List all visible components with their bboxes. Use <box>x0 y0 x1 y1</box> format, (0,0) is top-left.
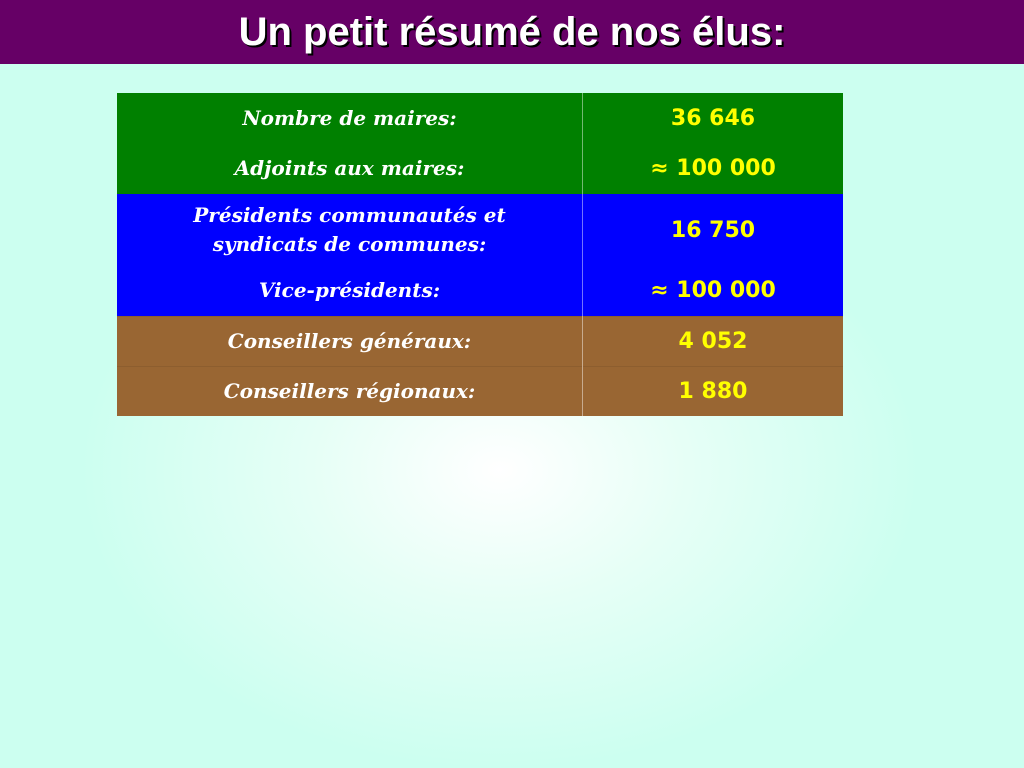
slide-title: Un petit résumé de nos élus: <box>238 10 786 54</box>
row-label: Conseillers régionaux: <box>117 366 583 416</box>
row-value: 4 052 <box>583 316 844 366</box>
row-value: 16 750 <box>670 217 756 243</box>
row-value: ≈ 100 000 <box>650 156 776 181</box>
row-value: 36 646 <box>670 105 756 131</box>
table-row-presidents <box>117 194 843 266</box>
row-label: Conseillers généraux: <box>117 316 583 366</box>
table-row-conseillers-regionaux <box>117 366 843 416</box>
title-bar <box>0 0 1024 64</box>
row-label: Présidents communautés et syndicats de communes: <box>117 194 583 266</box>
table-row-maires <box>117 93 843 143</box>
table-row-conseillers-generaux <box>117 316 843 366</box>
table-row-vice-presidents <box>117 266 843 316</box>
row-value: ≈ 100 000 <box>650 278 776 304</box>
row-label: Nombre de maires: <box>117 93 583 143</box>
row-value: 1 880 <box>583 366 844 416</box>
row-label: Vice-présidents: <box>117 266 583 316</box>
elus-summary-table <box>117 93 843 416</box>
row-label: Adjoints aux maires: <box>117 143 583 194</box>
table-row-adjoints <box>117 143 843 194</box>
